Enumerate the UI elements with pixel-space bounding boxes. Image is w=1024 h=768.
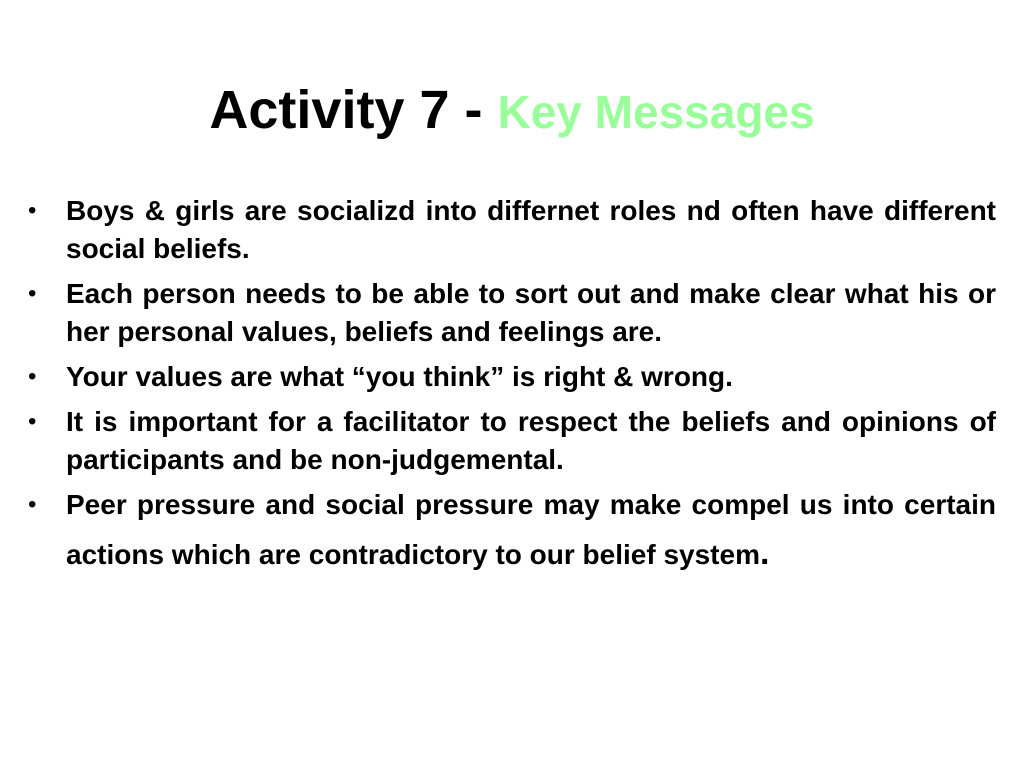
bullet-icon: • <box>28 491 37 518</box>
list-item <box>28 486 996 574</box>
slide-title <box>0 74 1024 148</box>
title-highlight: Key Messages <box>497 86 815 138</box>
bullet-icon: • <box>28 197 37 224</box>
title-prefix: Activity 7 - <box>209 80 498 140</box>
list-item <box>28 275 996 351</box>
bullet-icon: • <box>28 408 37 435</box>
list-item <box>28 403 996 479</box>
bullet-last-line <box>663 534 769 574</box>
bullet-end-mark: . <box>759 534 770 572</box>
bullet-text: It is important for a facilitator to respect the beliefs and opinions of participants and be non-judgemental. <box>66 406 996 475</box>
bullet-text: Peer pressure and social pressure may make compel us into certain actions which are contradictory to our belief <box>66 489 996 570</box>
bullet-icon: • <box>28 280 37 307</box>
bullet-text: Boys & girls are socializd into differnet roles nd often have different social beliefs. <box>66 195 996 264</box>
bullet-last-word: system <box>663 539 760 570</box>
bullet-icon: • <box>28 363 37 390</box>
bullet-list <box>28 192 996 581</box>
list-item <box>28 358 996 396</box>
bullet-text: Each person needs to be able to sort out and make clear what his or her personal values, beliefs and feelings are. <box>66 278 996 347</box>
list-item <box>28 192 996 268</box>
bullet-text: Your values are what “you think” is right & wrong. <box>66 361 733 392</box>
